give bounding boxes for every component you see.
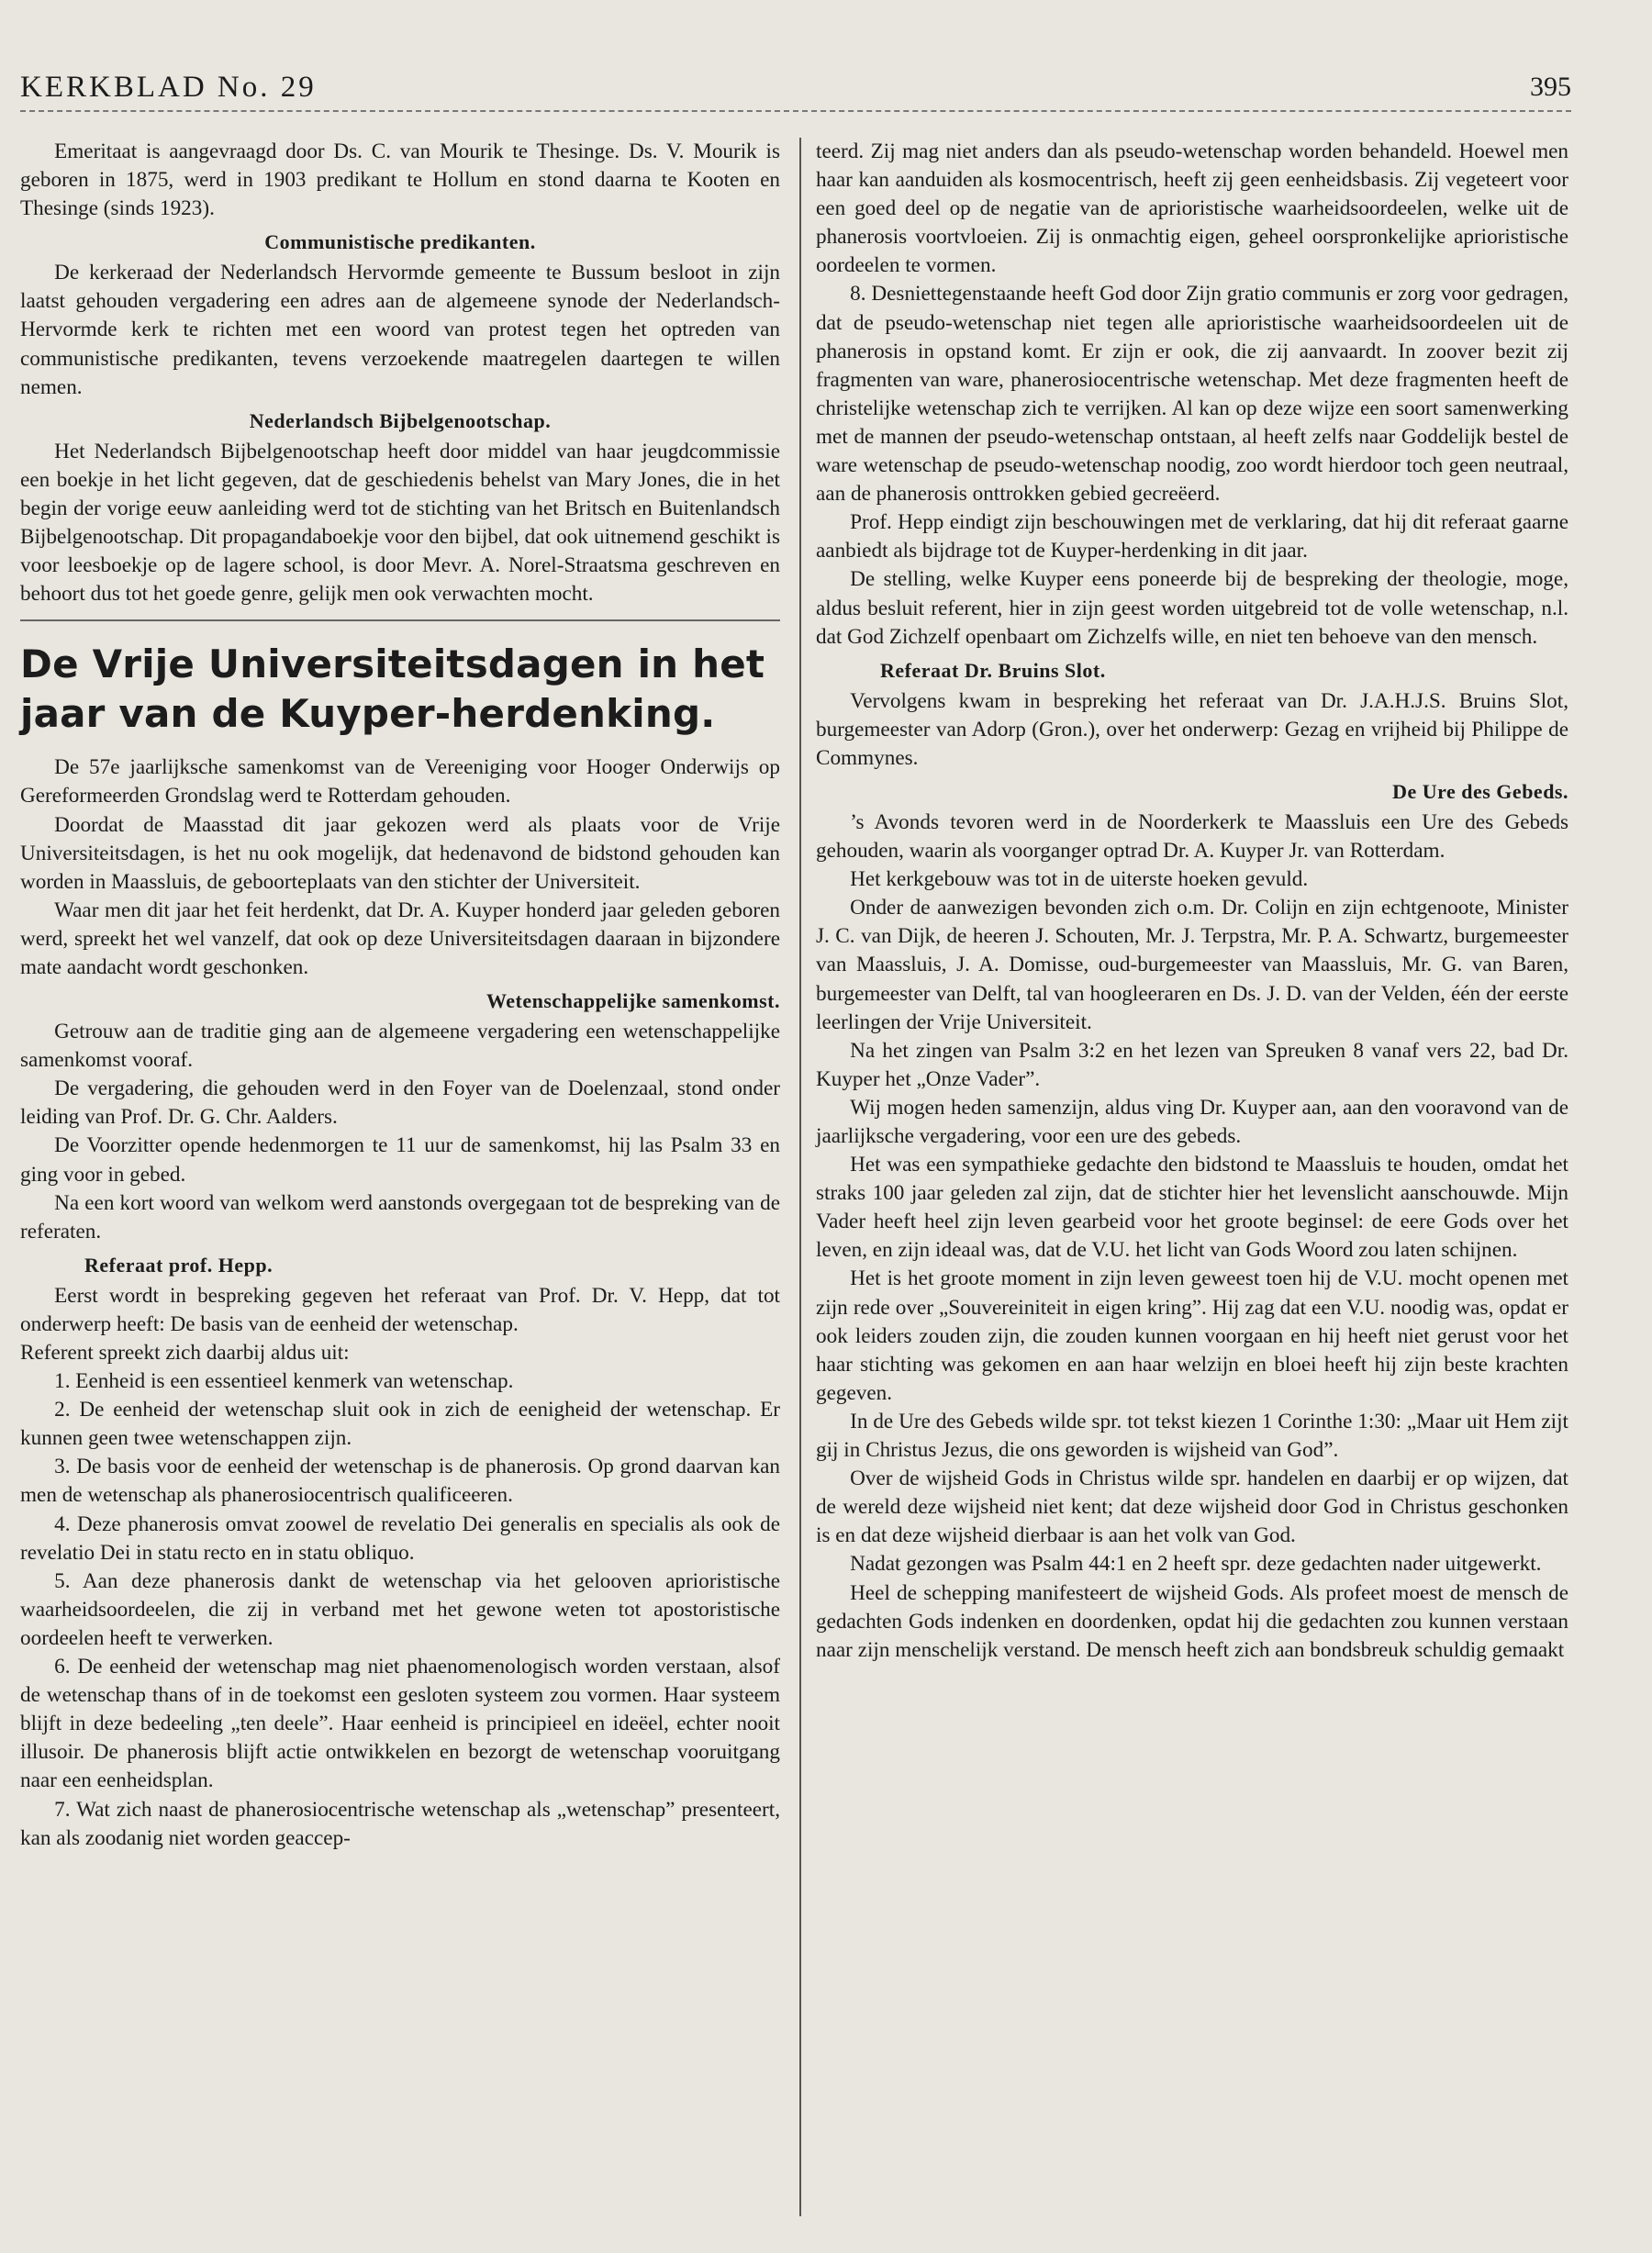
page-number: 395 (1530, 72, 1571, 102)
hepp-paragraph-2: Referent spreekt zich daarbij aldus uit: (20, 1341, 350, 1365)
heading-bible-society: Nederlandsch Bijbelgenootschap. (249, 408, 552, 432)
prayer-paragraph-1: ’s Avonds tevoren werd in de Noorderkerk te Maassluis een Ure des Gebeds gehouden, waarin als voorganger optrad Dr. A. Kuyper Jr. van Rotterdam. (816, 809, 1568, 864)
thesis-item-8: 8. Desniettegenstaande heeft God door Zijn gratio communis er zorg voor gedragen, dat de pseudo-wetenschap niet tegen alle aprioristische waarheidsoordeelen uit de phanerosis in opstand komt. Er zijn er ook, die zij aanvaardt. In zoover bezit zij fragmenten van ware, phanerosiocentrische wetenschap. Met deze fragmenten heeft de christelijke wetenschap zich te verrijken. Al kan op deze wijze een soort samenwerking met de mannen der pseudo-wetenschap ontstaan, al heeft zelfs naar Goddelijk bestel de ware wetenschap de pseudo-wetenschap noodig, zoo wordt hierdoor toch geen neutraal, aan de phanerosis onttrokken gebied gecreëerd. (816, 282, 1568, 507)
header-rule (20, 110, 1571, 112)
prayer-paragraph-5: Wij mogen heden samenzijn, aldus ving Dr. Kuyper aan, aan den vooravond van de jaarlijksche vergadering, voor een ure des gebeds. (816, 1095, 1568, 1148)
thesis-list (20, 1367, 780, 1853)
heading-communist: Communistische predikanten. (264, 230, 536, 254)
article-title (20, 640, 780, 739)
prayer-paragraph-9: Over de wijsheid Gods in Christus wilde spr. handelen en daarbij er op wijzen, dat de wereld deze wijsheid niet kent; dat deze wijsheid door God in Christus geschonken is en dat deze wijsheid dierbaar is aan het volk van God. (816, 1467, 1568, 1548)
running-head (20, 64, 1571, 110)
meeting-paragraph-3: De Voorzitter opende hedenmorgen te 11 uur de samenkomst, hij las Psalm 33 en ging voor in gebed. (20, 1133, 780, 1187)
prayer-paragraph-10: Nadat gezongen was Psalm 44:1 en 2 heeft spr. deze gedachten nader uitgewerkt. (850, 1552, 1542, 1577)
article-title-line-1: De Vrije Universiteitsdagen in het (20, 641, 765, 687)
prayer-paragraph-8: In de Ure des Gebeds wilde spr. tot tekst kiezen 1 Corinthe 1:30: „Maar uit Hem zijt gij in Christus Jezus, die ons geworden is wijsheid van God”. (816, 1409, 1568, 1463)
meeting-paragraph-2: De vergadering, die gehouden werd in den Foyer van de Doelenzaal, stond onder leiding van Prof. Dr. G. Chr. Aalders. (20, 1076, 780, 1130)
bruins-slot-paragraph: Vervolgens kwam in bespreking het referaat van Dr. J.A.H.J.S. Bruins Slot, burgemeester van Adorp (Gron.), over het onderwerp: Gezag en vrijheid bij Philippe de Commynes. (816, 688, 1568, 770)
thesis-item: 4. Deze phanerosis omvat zoowel de revelatio Dei generalis en specialis als ook de revelatio Dei in statu recto en in statu obliquo. (20, 1511, 780, 1565)
thesis-item: 3. De basis voor de eenheid der wetenschap is de phanerosis. Op grond daarvan kan men de wetenschap als phanerosiocentrisch qualificeeren. (20, 1455, 780, 1508)
thesis-item: 6. De eenheid der wetenschap mag niet phaenomenologisch worden verstaan, alsof de wetenschap thans of in de toekomst een gesloten systeem zou vormen. Haar systeem blijft in deze bedeeling „ten deele”. Haar eenheid is principieel en ideëel, echter nooit illusoir. De phanerosis blijft actie ontwikkelen en bezorgt de wetenschap vooruitgang naar een eenheidsplan. (20, 1655, 780, 1793)
heading-hepp-lecture: Referaat prof. Hepp. (84, 1253, 273, 1277)
hepp-conclusion: Prof. Hepp eindigt zijn beschouwingen met de verklaring, dat hij dit referaat gaarne aanbiedt als bijdrage tot de Kuyper-herdenking in dit jaar. (816, 510, 1568, 563)
meeting-paragraph-4: Na een kort woord van welkom werd aanstonds overgegaan tot de bespreking van de referaten. (20, 1190, 780, 1244)
thesis-item: 2. De eenheid der wetenschap sluit ook in zich de eenigheid der wetenschap. Er kunnen geen twee wetenschappen zijn. (20, 1398, 780, 1451)
news-bible-society: Het Nederlandsch Bijbelgenootschap heeft door middel van haar jeugdcommissie een boekje in het licht gegeven, dat de geschiedenis behelst van Mary Jones, die in het begin der vorige eeuw aanleiding werd tot de stichting van het Britsch en Buitenlandsch Bijbelgenootschap. Dit propagandaboekje voor den bijbel, dat ook uitnemend geschikt is voor leesboekje op de lagere school, is door Mevr. A. Norel-Straatsma geschreven en behoort dus tot het goede genre, gelijk men ook verwachten mocht. (20, 439, 780, 607)
thesis-item: 1. Eenheid is een essentieel kenmerk van wetenschap. (54, 1369, 514, 1394)
article-title-line-2: jaar van de Kuyper-herdenking. (20, 691, 716, 737)
intro-paragraph-1: De 57e jaarlijksche samenkomst van de Vereeniging voor Hooger Onderwijs op Gereformeerden Grondslag werd te Rotterdam gehouden. (20, 755, 780, 809)
column-divider (799, 138, 801, 2216)
right-column (816, 138, 1568, 1665)
news-communist: De kerkeraad der Nederlandsch Hervormde gemeente te Bussum besloot in zijn laatst gehouden vergadering een adres aan de algemeene synode der Nederlandsch-Hervormde kerk te richten met een woord van protest tegen het optreden van communistische predikanten, tevens verzoekende maatregelen daartegen te willen nemen. (20, 261, 780, 399)
intro-paragraph-3: Waar men dit jaar het feit herdenkt, dat Dr. A. Kuyper honderd jaar geleden geboren werd, spreekt het wel vanzelf, dat ook op deze Universiteitsdagen daaraan in bijzondere mate aandacht wordt geschonken. (20, 898, 780, 979)
thesis-item: 5. Aan deze phanerosis dankt de wetenschap via het gelooven aprioristische waarheidsoordeelen, die zij in verband met het gewone weten tot apostoristische oordeelen heeft te verwerken. (20, 1568, 780, 1650)
prayer-paragraph-4: Na het zingen van Psalm 3:2 en het lezen van Spreuken 8 vanaf vers 22, bad Dr. Kuyper het „Onze Vader”. (816, 1038, 1568, 1091)
heading-bruins-slot-lecture: Referaat Dr. Bruins Slot. (880, 658, 1106, 682)
heading-scientific-meeting: Wetenschappelijke samenkomst. (486, 989, 780, 1013)
intro-paragraph-2: Doordat de Maasstad dit jaar gekozen werd als plaats voor de Vrije Universiteitsdagen, is het nu ook mogelijk, dat hedenavond de bidstond gehouden kan worden in Maassluis, de geboorteplaats van den stichter der Universiteit. (20, 812, 780, 894)
prayer-paragraph-6: Het was een sympathieke gedachte den bidstond te Maassluis te houden, omdat het straks 100 jaar geleden zal zijn, dat de stichter hier het levenslicht aanschouwde. Mijn Vader heeft heel zijn leven gearbeid voor het groote beginsel: de eere Gods over het leven, en zijn ideaal was, dat de V.U. het licht van Gods Woord zou laten schijnen. (816, 1153, 1568, 1263)
heading-prayer-hour: De Ure des Gebeds. (1392, 779, 1568, 803)
news-emeritaat: Emeritaat is aangevraagd door Ds. C. van Mourik te Thesinge. Ds. V. Mourik is geboren in 1875, werd in 1903 predikant te Hollum en stond daarna te Kooten en Thesinge (sinds 1923). (20, 139, 780, 221)
left-column (20, 138, 780, 1853)
prayer-paragraph-3: Onder de aanwezigen bevonden zich o.m. Dr. Colijn en zijn echtgenoote, Minister J. C. van Dijk, de heeren J. Schouten, Mr. J. Terpstra, Mr. P. A. Schwartz, burgemeester van Maassluis, J. A. Domisse, oud-burgemeester van Maassluis, Mr. G. van Baren, burgemeester van Delft, tal van hoogleeraren en Ds. J. D. van der Velden, één der eerste leerlingen der Vrije Universiteit. (816, 896, 1568, 1034)
journal-title: KERKBLAD No. 29 (20, 70, 317, 104)
prayer-paragraph-2: Het kerkgebouw was tot in de uiterste hoeken gevuld. (850, 867, 1309, 892)
hepp-paragraph-1: Eerst wordt in bespreking gegeven het referaat van Prof. Dr. V. Hepp, dat tot onderwerp heeft: De basis van de eenheid der wetenschap. (20, 1283, 780, 1336)
thesis-item: 7. Wat zich naast de phanerosiocentrische wetenschap als „wetenschap” presenteert, kan als zoodanig niet worden geaccep- (20, 1797, 780, 1850)
kuyper-thesis: De stelling, welke Kuyper eens poneerde bij de bespreking der theologie, moge, aldus besluit referent, hier in zijn geest worden uitgebreid tot de volle wetenschap, n.l. dat God Zichzelf openbaart om Zichzelfs wille, en niet ten behoeve van den mensch. (816, 567, 1568, 649)
prayer-paragraph-7: Het is het groote moment in zijn leven geweest toen hij de V.U. mocht openen met zijn rede over „Souvereiniteit in eigen kring”. Hij zag dat een V.U. noodig was, opdat er ook leiders zouden zijn, die zouden kunnen voorgaan en hij heeft niet gerust voor het haar stichting was gekomen en aan haar welzijn en bloei heeft hij zijn beste krachten gegeven. (816, 1266, 1568, 1405)
section-divider (20, 619, 780, 621)
thesis-7-continuation: teerd. Zij mag niet anders dan als pseudo-wetenschap worden behandeld. Hoewel men haar kan aanduiden als kosmocentrisch, heeft zij geen eenheidsbasis. Zij vegeteert voor een goed deel op de negatie van de aprioristische waarheidsoordeelen, welke uit de phanerosis voortvloeien. Zij is onmachtig eigen, geheel oorspronkelijke aprioristische oordeelen te vormen. (816, 139, 1568, 278)
meeting-paragraph-1: Getrouw aan de traditie ging aan de algemeene vergadering een wetenschappelijke samenkomst vooraf. (20, 1020, 780, 1073)
prayer-paragraph-11: Heel de schepping manifesteert de wijsheid Gods. Als profeet moest de mensch de gedachten Gods indenken en doordenken, opdat hij die gedachten zou kunnen verstaan naar zijn menschelijk verstand. De mensch heeft zich aan bondsbreuk schuldig gemaakt (816, 1580, 1568, 1662)
